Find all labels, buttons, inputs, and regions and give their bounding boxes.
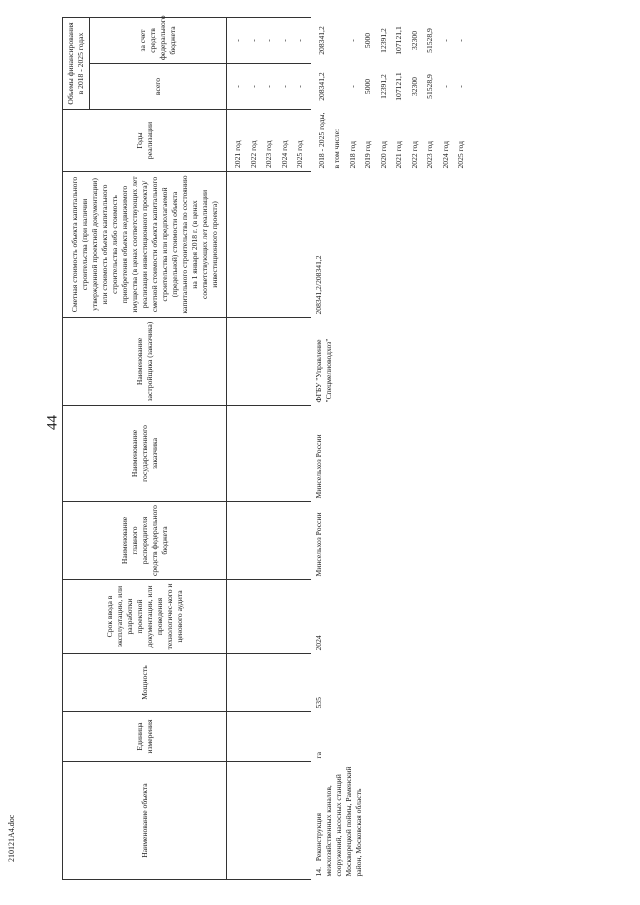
row-years: 2018 - 2025 годы, в том числе: 2018 год 2019 год 2020 год 2021 год 2022 год 2023 год 2024 год 2025 год <box>316 112 465 169</box>
capacity-value: 535 <box>313 697 323 709</box>
header-name: Наименование объекта <box>63 762 227 880</box>
prev-federal: - - - - - <box>227 17 311 63</box>
header-developer: Наименование застройщика (заказчика) <box>63 318 227 406</box>
header-financing: Объемы финансирования в 2018 - 2025 годах <box>63 17 90 109</box>
deadline-value: 2024 <box>313 635 323 651</box>
financing-table-sheet <box>62 15 637 880</box>
prev-years: 2021 год 2022 год 2023 год 2024 год 2025 год <box>227 110 311 172</box>
header-total: всего <box>90 64 227 110</box>
row-number: 14. <box>313 867 323 877</box>
header-deadline: Срок ввода в эксплуатацию, или разработки проектной документации, или проведения технологичес-кого и ценового аудита <box>63 580 227 654</box>
object-name-cell <box>311 762 472 880</box>
financing-table <box>62 17 472 880</box>
customer-value: Минсельхоз России <box>313 434 323 499</box>
header-estimate: Сметная стоимость объекта капитального строительства (при наличии утвержденной проектной документации) или стоимость объекта капитального строительства либо стоимость приобретения объекта недвижимого имущества (в ценах соответствующих лет реализации инвестиционного проекта)/сметной стоимости объекта капитального строительства или предполагаемой (предельной) стоимости объекта капитального строительства по состоянию на 1 января 2018 г. (в ценах соответствующих лет реализации инвестиционного проекта) <box>63 172 227 318</box>
header-manager: Наименование главного распорядителя средств федерального бюджета <box>63 502 227 580</box>
object-name: Реконструкция межхозяйственных каналов, сооружений, насосных станций Москворецкой поймы, Раменский район, Московская область <box>313 766 363 877</box>
table-row-14 <box>311 17 472 879</box>
document-code: 210121A4.doc <box>7 814 16 862</box>
manager-value: Минсельхоз России <box>313 512 323 577</box>
row-federal: 208341,2 - 5000 12391,2 107121,1 32300 51528,9 - - <box>316 26 465 55</box>
header-unit: Единица измерения <box>63 712 227 762</box>
developer-value: ФГБУ "Управление "Спецмелиоводхоз" <box>313 338 333 403</box>
estimate-value: 208341,2/208341,2 <box>313 255 323 315</box>
table-row-continued <box>227 17 311 879</box>
row-total: 208341,2 - 5000 12391,2 107121,1 32300 51528,9 - - <box>316 72 465 101</box>
prev-total: - - - - - <box>227 64 311 110</box>
header-federal: за счет средств федерального бюджета <box>90 17 227 63</box>
header-customer: Наименование государственного заказчика <box>63 406 227 502</box>
unit-value: га <box>313 752 323 759</box>
page-number: 44 <box>44 415 61 430</box>
header-capacity: Мощность <box>63 654 227 712</box>
header-years: Годы реализации <box>63 110 227 172</box>
